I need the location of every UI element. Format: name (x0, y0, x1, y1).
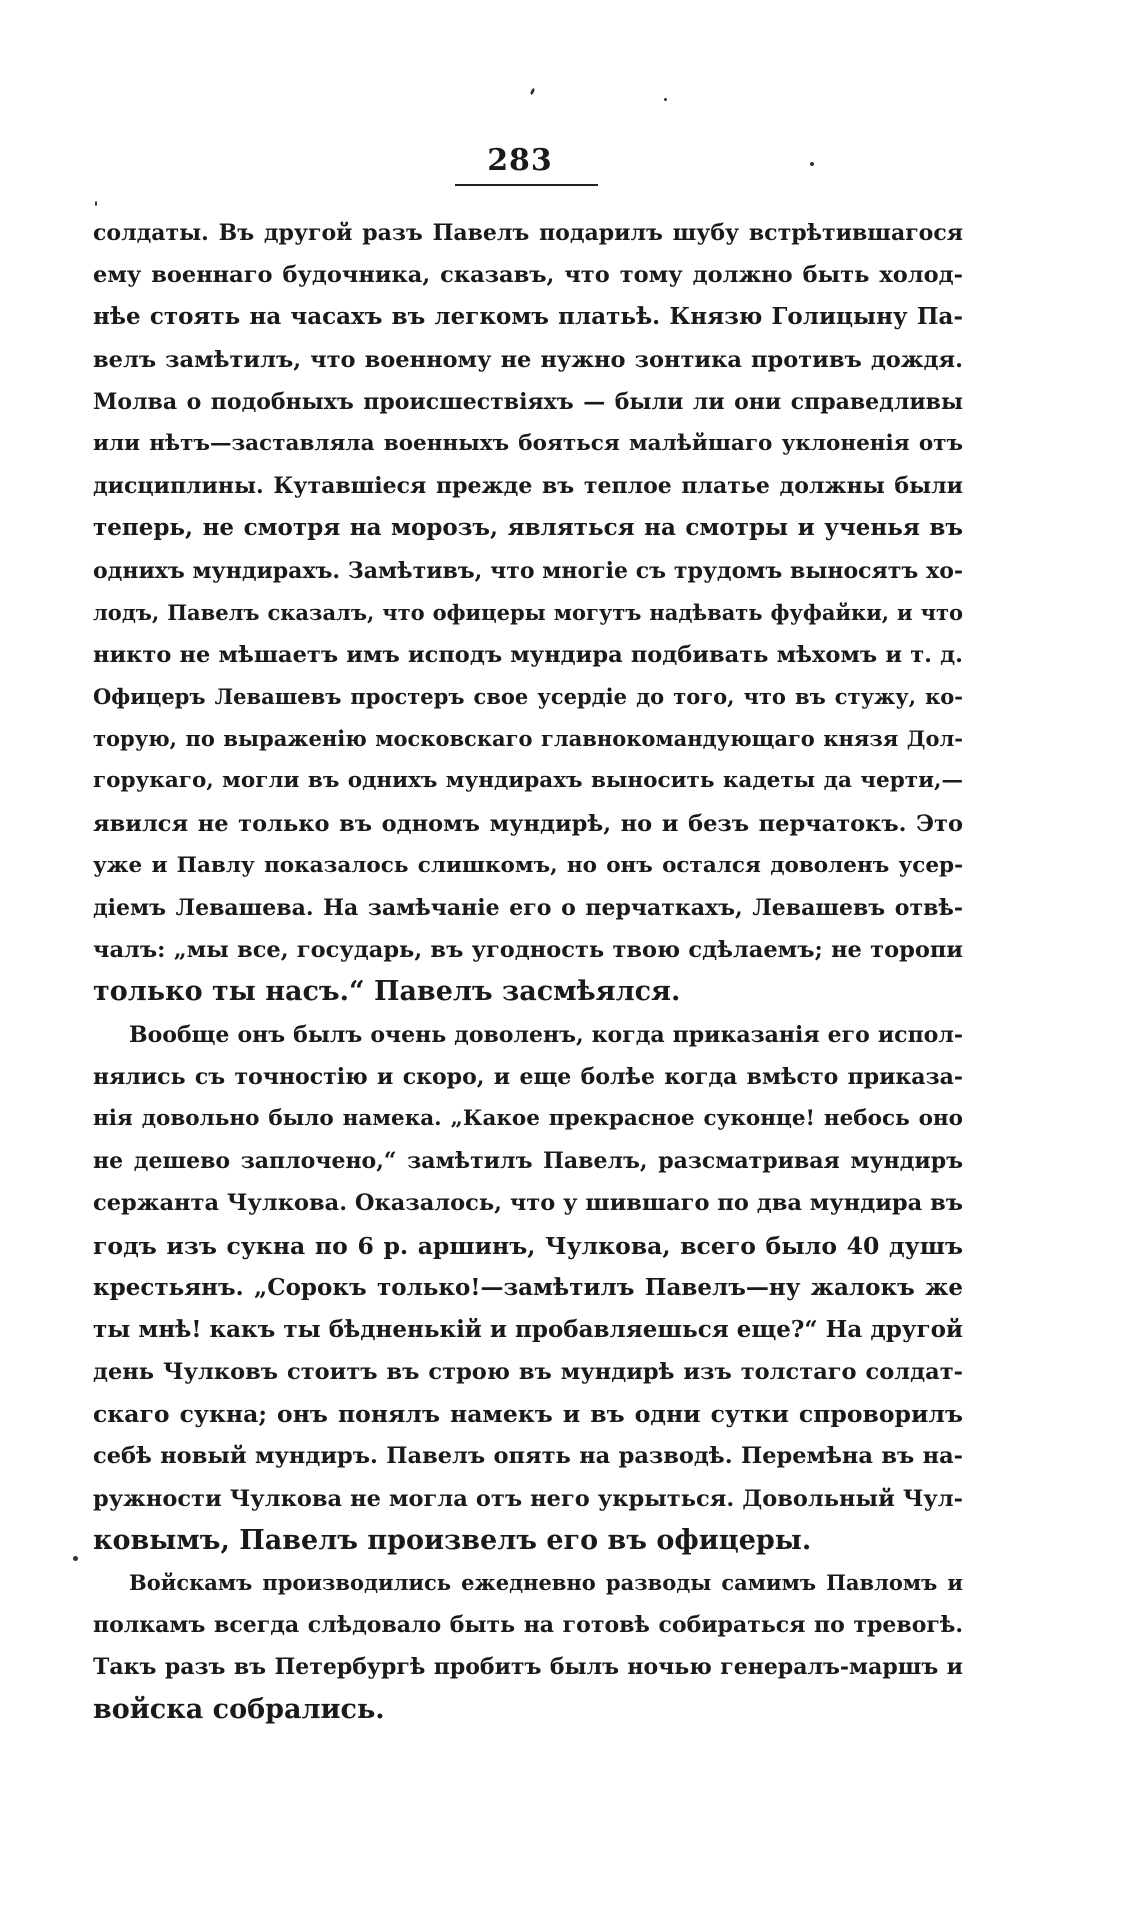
text-line: Вообще онъ былъ очень доволенъ, когда приказанія его испол- (129, 1021, 963, 1048)
text-line: ему военнаго будочника, сказавъ, что тому должно быть холод- (93, 262, 963, 289)
text-line: горукаго, могли въ однихъ мундирахъ выносить кадеты да черти,— (93, 768, 963, 794)
text-line: себѣ новый мундиръ. Павелъ опять на разводѣ. Перемѣна въ на- (93, 1443, 963, 1470)
header-rule (455, 184, 598, 186)
text-line: уже и Павлу показалось слишкомъ, но онъ остался доволенъ усер- (93, 852, 963, 878)
text-line: ружности Чулкова не могла отъ него укрыться. Довольный Чул- (93, 1485, 963, 1512)
text-line: лодъ, Павелъ сказалъ, что офицеры могутъ надѣвать фуфайки, и что (93, 599, 963, 625)
text-line: никто не мѣшаетъ имъ исподъ мундира подбивать мѣхомъ и т. д. (93, 641, 963, 668)
text-line: дисциплины. Кутавшіеся прежде въ теплое платье должны были (93, 473, 963, 500)
text-line: скаго сукна; онъ понялъ намекъ и въ одни сутки спроворилъ (93, 1400, 963, 1429)
text-line: Офицеръ Левашевъ простеръ свое усердіе до того, что въ стужу, ко- (93, 684, 963, 710)
text-line: Войскамъ производились ежедневно разводы самимъ Павломъ и (129, 1570, 963, 1595)
text-line: сержанта Чулкова. Оказалось, что у шившаго по два мундира въ (93, 1190, 963, 1217)
text-line: или нѣтъ—заставляла военныхъ бояться малѣйшаго уклоненія отъ (93, 430, 963, 456)
text-line: не дешево заплочено,“ замѣтилъ Павелъ, разсматривая мундиръ (93, 1148, 963, 1175)
text-line: ты мнѣ! какъ ты бѣдненькій и пробавляешься еще?“ На другой (93, 1315, 963, 1343)
text-line: день Чулковъ стоитъ въ строю въ мундирѣ изъ толстаго солдат- (93, 1359, 963, 1386)
text-line: Такъ разъ въ Петербургѣ пробитъ былъ ночью генералъ-маршъ и (93, 1654, 963, 1681)
text-line: діемъ Левашева. На замѣчаніе его о перчаткахъ, Левашевъ отвѣ- (93, 895, 963, 921)
ink-speck (95, 201, 97, 206)
ink-speck (530, 88, 536, 96)
text-line: полкамъ всегда слѣдовало быть на готовѣ собираться по тревогѣ. (93, 1612, 963, 1639)
page-number: 283 (487, 143, 553, 178)
text-line: крестьянъ. „Сорокъ только!—замѣтилъ Павелъ—ну жалокъ же (93, 1273, 963, 1301)
text-line: нялись съ точностію и скоро, и еще болѣе когда вмѣсто приказа- (93, 1063, 963, 1090)
text-line: теперь, не смотря на морозъ, являться на смотры и ученья въ (93, 514, 963, 542)
text-line: нѣе стоять на часахъ въ легкомъ платьѣ. Князю Голицыну Па- (93, 303, 963, 331)
text-line: солдаты. Въ другой разъ Павелъ подарилъ шубу встрѣтившагося (93, 220, 963, 246)
paragraph (93, 1562, 963, 1731)
paragraph (93, 212, 963, 1014)
body-text (93, 212, 963, 1731)
text-line: только ты насъ.“ Павелъ засмѣялся. (93, 976, 681, 1008)
text-line: велъ замѣтилъ, что военному не нужно зонтика противъ дождя. (93, 346, 963, 373)
text-line: Молва о подобныхъ происшествіяхъ — были ли они справедливы (93, 388, 963, 415)
text-line: войска собрались. (93, 1693, 385, 1725)
text-line: нія довольно было намека. „Какое прекрасное суконце! небось оно (93, 1105, 963, 1131)
ink-speck (73, 1556, 78, 1561)
ink-speck (810, 162, 814, 166)
text-line: явился не только въ одномъ мундирѣ, но и безъ перчатокъ. Это (93, 810, 963, 837)
text-line: однихъ мундирахъ. Замѣтивъ, что многіе съ трудомъ выносятъ хо- (93, 557, 963, 584)
text-line: торую, по выраженію московскаго главнокомандующаго князя Дол- (93, 726, 963, 752)
paragraph (93, 1014, 963, 1562)
text-line: годъ изъ сукна по 6 р. аршинъ, Чулкова, всего было 40 душъ (93, 1231, 963, 1260)
ink-speck (664, 98, 667, 101)
text-line: ковымъ, Павелъ произвелъ его въ офицеры. (93, 1524, 812, 1556)
text-line: чалъ: „мы все, государь, въ угодность твою сдѣлаемъ; не торопи (93, 937, 963, 964)
